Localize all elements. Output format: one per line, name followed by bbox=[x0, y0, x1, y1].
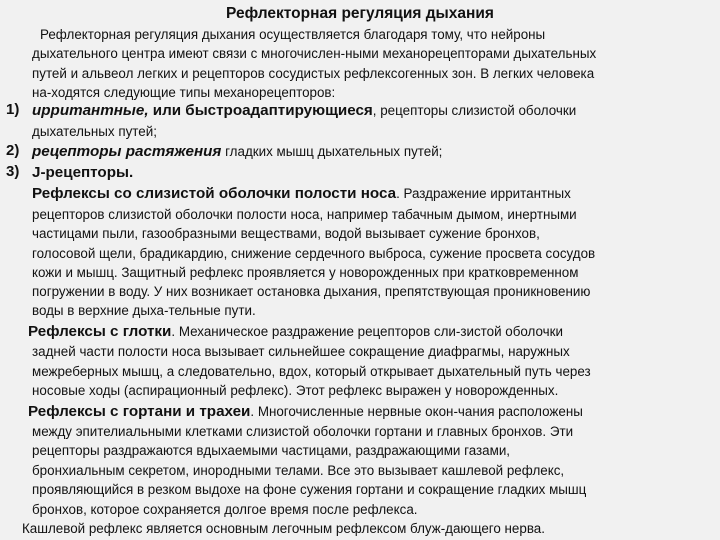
list-item-continuation: дыхательных путей; bbox=[32, 124, 157, 139]
intro-line: дыхательного центра имеют связи с многочислен-ными механорецепторами дыхательных bbox=[32, 46, 597, 61]
list-term: или быстроадаптирующиеся bbox=[148, 102, 373, 119]
list-text: гладких мышц дыхательных путей; bbox=[221, 144, 443, 159]
paragraph-line: погружении в воду. У них возникает остановка дыхания, препятствующая проникновению bbox=[32, 284, 591, 299]
paragraph-first-line bbox=[28, 322, 563, 341]
paragraph-first-line bbox=[28, 402, 583, 421]
paragraph-line: межреберных мышц, а следовательно, вдох, который открывает дыхательный путь через bbox=[32, 364, 591, 379]
list-text: , рецепторы слизистой оболочки bbox=[372, 103, 577, 118]
paragraph-line: проявляющийся в резком выдохе на фоне сужения гортани и сокращение гладких мышц bbox=[32, 482, 587, 497]
paragraph-line: между эпителиальными клетками слизистой оболочки гортани и главных бронхов. Эти bbox=[32, 424, 574, 439]
intro-line: на-ходятся следующие типы механорецепторов: bbox=[32, 85, 336, 100]
list-item-text bbox=[32, 163, 133, 182]
list-number: 1) bbox=[6, 101, 20, 118]
paragraph-line: воды в верхние дыха-тельные пути. bbox=[32, 303, 256, 318]
paragraph-line: бронхиальным секретом, инородными телами. Все это вызывает кашлевой рефлекс, bbox=[32, 463, 565, 478]
list-term-italic: ирритантные, bbox=[32, 102, 149, 119]
list-term-italic: рецепторы растяжения bbox=[32, 143, 222, 160]
intro-line: путей и альвеол легких и рецепторов сосудистых рефлексогенных зон. В легких человека bbox=[32, 66, 595, 81]
paragraph-text: . Многочисленные нервные окон-чания расположены bbox=[250, 404, 583, 419]
list-number: 3) bbox=[6, 163, 20, 180]
paragraph-first-line bbox=[32, 184, 571, 203]
paragraph-line: рецепторов слизистой оболочки полости носа, например табачным дымом, инертными bbox=[32, 207, 577, 222]
section-heading: Рефлексы с глотки bbox=[28, 323, 172, 340]
footer-note: Кашлевой рефлекс является основным легочным рефлексом блуж-дающего нерва. bbox=[22, 521, 545, 536]
paragraph-line: носовые ходы (аспирационный рефлекс). Этот рефлекс выражен у новорожденных. bbox=[32, 383, 559, 398]
paragraph-line: частицами пыли, газообразными веществами, водой вызывает сужение бронхов, bbox=[32, 226, 540, 241]
paragraph-text: . Раздражение ирритантных bbox=[396, 186, 571, 201]
paragraph-text: . Механическое раздражение рецепторов сли-зистой оболочки bbox=[171, 324, 563, 339]
section-heading: Рефлексы со слизистой оболочки полости носа bbox=[32, 185, 397, 202]
list-item-text bbox=[32, 142, 442, 161]
list-item-text bbox=[32, 101, 576, 120]
list-term: J-рецепторы. bbox=[32, 164, 134, 181]
intro-line: Рефлекторная регуляция дыхания осуществляется благодаря тому, что нейроны bbox=[40, 27, 546, 42]
paragraph-line: рецепторы раздражаются вдыхаемыми частицами, раздражающими газами, bbox=[32, 443, 511, 458]
paragraph-line: бронхов, которое сохраняется долгое время после рефлекса. bbox=[32, 502, 418, 517]
section-heading: Рефлексы с гортани и трахеи bbox=[28, 403, 251, 420]
list-number: 2) bbox=[6, 142, 20, 159]
paragraph-line: голосовой щели, брадикардию, снижение сердечного выброса, сужение просвета сосудов bbox=[32, 246, 596, 261]
slide-title: Рефлекторная регуляция дыхания bbox=[226, 5, 494, 22]
paragraph-line: кожи и мышц. Защитный рефлекс проявляется у новорожденных при кратковременном bbox=[32, 265, 579, 280]
paragraph-line: задней части полости носа вызывает сильнейшее сокращение диафрагмы, наружных bbox=[32, 344, 570, 359]
